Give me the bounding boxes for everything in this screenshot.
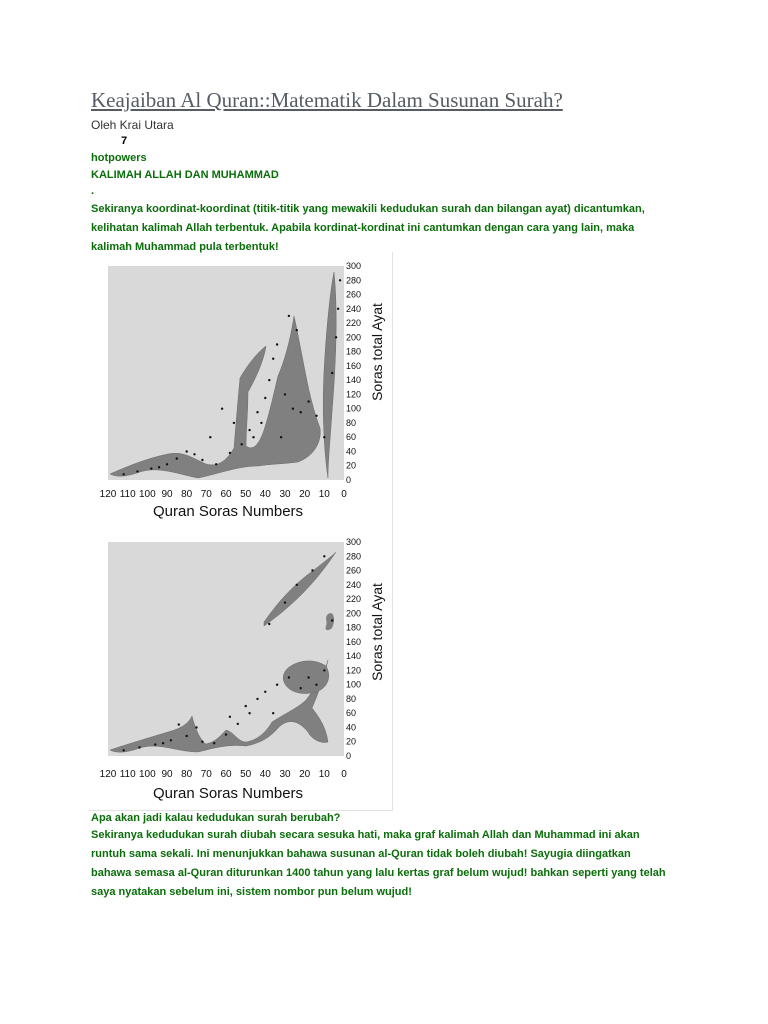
data-point	[315, 415, 317, 417]
y-tick-label: 60	[346, 432, 357, 443]
data-point	[123, 749, 125, 751]
data-point	[237, 723, 239, 725]
data-point	[280, 436, 282, 438]
y-tick-label: 200	[346, 332, 362, 343]
y-tick-label: 180	[346, 622, 362, 633]
data-point	[331, 619, 333, 621]
y-tick-label: 100	[346, 679, 362, 690]
allah-scatter-chart	[88, 252, 392, 530]
data-point	[150, 467, 152, 469]
data-point	[284, 601, 286, 603]
x-tick-label: 110	[119, 489, 136, 500]
x-tick-label: 30	[279, 489, 291, 500]
y-tick-label: 220	[346, 318, 362, 329]
x-tick-label: 40	[259, 489, 271, 500]
data-point	[154, 743, 156, 745]
data-point	[307, 400, 309, 402]
x-tick-label: 120	[99, 769, 117, 780]
username: hotpowers	[91, 152, 147, 164]
data-point	[221, 408, 223, 410]
x-tick-label: 30	[279, 769, 291, 780]
count-value: 7	[121, 135, 128, 147]
x-tick-label: 60	[220, 769, 232, 780]
y-axis-label: Soras total Ayat	[369, 583, 385, 681]
data-point	[209, 436, 211, 438]
data-point	[213, 742, 215, 744]
x-tick-label: 50	[240, 489, 252, 500]
y-tick-label: 140	[346, 375, 362, 386]
x-tick-label: 80	[181, 489, 193, 500]
muhammad-scatter-chart	[88, 532, 392, 810]
y-tick-label: 260	[346, 565, 362, 576]
data-point	[284, 393, 286, 395]
x-tick-label: 90	[161, 769, 173, 780]
data-point	[225, 733, 227, 735]
data-point	[307, 676, 309, 678]
x-tick-label: 90	[161, 489, 173, 500]
y-axis-label: Soras total Ayat	[369, 303, 385, 401]
x-tick-label: 80	[181, 769, 193, 780]
y-tick-label: 160	[346, 636, 362, 647]
x-axis-label: Quran Soras Numbers	[152, 785, 304, 802]
data-point	[215, 463, 217, 465]
y-tick-label: 180	[346, 346, 362, 357]
data-point	[268, 379, 270, 381]
y-tick-label: 240	[346, 303, 362, 314]
data-point	[256, 698, 258, 700]
data-point	[233, 422, 235, 424]
data-point	[288, 676, 290, 678]
article-title-link[interactable]: Keajaiban Al Quran::Matematik Dalam Susunan Surah?	[91, 88, 563, 112]
y-tick-label: 140	[346, 651, 362, 662]
y-tick-label: 20	[346, 460, 357, 471]
x-tick-label: 110	[119, 769, 136, 780]
y-tick-label: 80	[346, 417, 357, 428]
data-point	[123, 473, 125, 475]
y-tick-label: 100	[346, 403, 362, 414]
x-tick-label: 40	[259, 769, 271, 780]
data-point	[186, 735, 188, 737]
data-point	[201, 741, 203, 743]
data-point	[296, 584, 298, 586]
data-point	[166, 463, 168, 465]
y-tick-label: 280	[346, 551, 362, 562]
data-point	[229, 452, 231, 454]
data-point	[138, 746, 140, 748]
y-tick-label: 160	[346, 360, 362, 371]
data-point	[300, 687, 302, 689]
data-point	[315, 684, 317, 686]
data-point	[136, 470, 138, 472]
y-tick-label: 80	[346, 693, 357, 704]
x-tick-label: 0	[341, 489, 347, 500]
data-point	[186, 450, 188, 452]
data-point	[331, 372, 333, 374]
x-tick-label: 70	[200, 769, 212, 780]
y-tick-label: 260	[346, 289, 362, 300]
data-point	[323, 436, 325, 438]
y-tick-label: 300	[346, 537, 362, 547]
data-point	[193, 453, 195, 455]
data-point	[337, 308, 339, 310]
data-point	[248, 429, 250, 431]
data-point	[260, 422, 262, 424]
data-point	[229, 716, 231, 718]
data-point	[256, 411, 258, 413]
x-tick-label: 20	[299, 769, 311, 780]
paragraph-1: Sekiranya koordinat-koordinat (titik-titik yang mewakili kedudukan surah dan bilangan ayat) dicantumkan, kelihatan kalimah Allah terbentuk. Apabila kordinat-kordinat ini cantumkan dengan cara yang lain, maka kalimah Muhammad pula terbentuk!	[91, 203, 645, 253]
x-tick-label: 10	[318, 769, 330, 780]
y-tick-label: 220	[346, 594, 362, 605]
x-tick-label: 120	[99, 489, 117, 500]
x-tick-label: 70	[200, 489, 212, 500]
bullet-dot: .	[91, 185, 95, 197]
data-point	[272, 358, 274, 360]
data-point	[339, 279, 341, 281]
y-tick-label: 280	[346, 275, 362, 286]
data-point	[292, 408, 294, 410]
x-tick-label: 0	[341, 769, 347, 780]
data-point	[276, 343, 278, 345]
x-tick-label: 20	[299, 489, 311, 500]
data-point	[311, 569, 313, 571]
x-tick-label: 10	[318, 489, 330, 500]
y-tick-label: 240	[346, 579, 362, 590]
paragraph-2: Sekiranya kedudukan surah diubah secara sesuka hati, maka graf kalimah Allah dan Muhammad ini akan runtuh sama sekali. Ini menunjukkan bahawa susunan al-Quran tidak boleh diubah! Sayugia diingatkan bahawa semasa al-Quran diturunkan 1400 tahun yang lalu kertas graf belum wujud! bahkan seperti yang telah saya nyatakan sebelum ini, sistem nombor pun belum wujud!	[91, 829, 666, 898]
data-point	[201, 459, 203, 461]
data-point	[272, 712, 274, 714]
y-tick-label: 120	[346, 665, 362, 676]
y-tick-label: 200	[346, 608, 362, 619]
y-tick-label: 40	[346, 446, 357, 457]
data-point	[276, 684, 278, 686]
y-tick-label: 0	[346, 475, 352, 485]
x-tick-label: 100	[138, 489, 156, 500]
data-point	[323, 555, 325, 557]
y-tick-label: 40	[346, 722, 357, 733]
y-tick-label: 120	[346, 389, 362, 400]
data-point	[335, 336, 337, 338]
x-axis-label: Quran Soras Numbers	[152, 503, 304, 520]
data-point	[264, 691, 266, 693]
y-tick-label: 20	[346, 736, 357, 747]
data-point	[158, 466, 160, 468]
x-tick-label: 50	[240, 769, 252, 780]
data-point	[176, 457, 178, 459]
data-point	[245, 705, 247, 707]
data-point	[323, 669, 325, 671]
data-point	[178, 723, 180, 725]
x-tick-label: 100	[138, 769, 156, 780]
y-tick-label: 60	[346, 708, 357, 719]
data-point	[170, 739, 172, 741]
data-point	[241, 443, 243, 445]
author-line: Oleh Krai Utara	[91, 118, 174, 132]
data-point	[162, 742, 164, 744]
data-point	[248, 712, 250, 714]
data-point	[195, 726, 197, 728]
data-point	[264, 397, 266, 399]
data-point	[300, 411, 302, 413]
section-heading: KALIMAH ALLAH DAN MUHAMMAD	[91, 169, 279, 181]
y-tick-label: 300	[346, 261, 362, 271]
question-line: Apa akan jadi kalau kedudukan surah berubah?	[91, 812, 341, 824]
data-point	[288, 315, 290, 317]
x-tick-label: 60	[220, 489, 232, 500]
y-tick-label: 0	[346, 751, 352, 761]
data-point	[252, 436, 254, 438]
data-point	[296, 329, 298, 331]
data-point	[268, 623, 270, 625]
